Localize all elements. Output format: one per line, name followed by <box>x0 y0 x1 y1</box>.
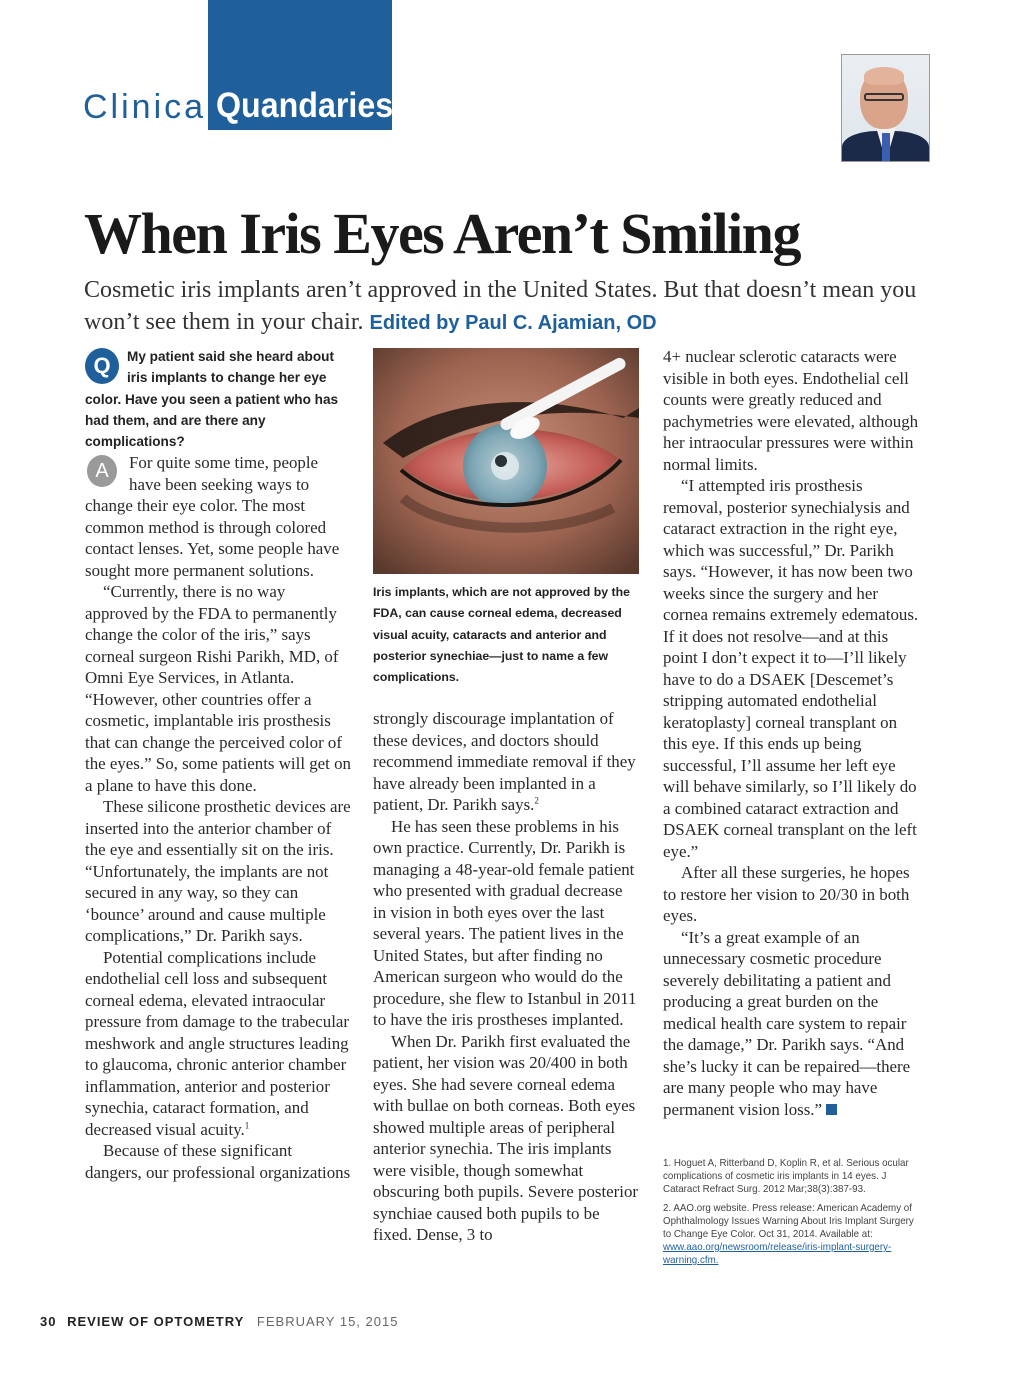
footnote-2-link[interactable]: www.aao.org/newsroom/release/iris-implant-surgery-warning.cfm. <box>663 1242 892 1266</box>
column-1 <box>85 346 351 1183</box>
article-deck <box>84 274 944 339</box>
issue-date: FEBRUARY 15, 2015 <box>256 1314 399 1329</box>
page-footer <box>40 1314 398 1329</box>
body-paragraph: These silicone prosthetic devices are inserted into the anterior chamber of the eye and essentially sit on the iris. “Unfortunately, the implants are not secured in any way, so they can ‘bounce’ around and cause multiple complications,” Dr. Parikh says. <box>85 797 351 946</box>
footnote-ref: 2 <box>534 795 539 806</box>
paragraph-text: Potential complications include endothelial cell loss and subsequent corneal edema, elevated intraocular pressure from damage to the trabecular meshwork and angle structures leading to glaucoma, chronic anterior chamber inflammation, anterior and posterior synechia, cataract formation, and decreased visual acuity. <box>85 947 350 1139</box>
body-paragraph: “I attempted iris prosthesis removal, posterior synechialysis and cataract extraction in the right eye, which was successful,” Dr. Parikh says. “However, it has now been two weeks since the surgery and her cornea remains extremely edematous. If it does not resolve—and at this point I don’t expect it to—I’ll likely have to do a DSAEK [Descemet’s stripping automated endothelial keratoplasty] corneal transplant on this eye. If this ends up being successful, I’ll assume her left eye will behave similarly, so I’ll likely do a combined cataract extraction and DSAEK corneal transplant on the left eye.” <box>663 476 919 861</box>
body-paragraph: When Dr. Parikh first evaluated the patient, her vision was 20/400 in both eyes. She had severe corneal edema with bullae on both corneas. Both eyes showed multiple areas of peripheral anterior synechia. The iris implants were visible, though somewhat obscuring both pupils. Severe posterior synchiae caused both pupils to be fixed. Dense, 3 to <box>373 1031 639 1244</box>
question-text: My patient said she heard about iris implants to change her eye color. Have you seen a patient who has had them, and are there any complications? <box>85 349 339 450</box>
byline: Edited by Paul C. Ajamian, OD <box>369 312 657 334</box>
paragraph-text: “It’s a great example of an unnecessary cosmetic procedure severely debilitating a patient and producing a great burden on the medical health care system to repair the damage,” Dr. Parikh says. “And she’s lucky it can be repaired—there are many people who may have permanent vision loss.” <box>663 927 911 1119</box>
footnote-1: 1. Hoguet A, Ritterband D, Koplin R, et al. Serious ocular complications of cosmetic iris implants in 14 eyes. J Cataract Refract Surg. 2012 Mar;38(3):387-93. <box>663 1158 909 1195</box>
section-label-light: Clinical <box>83 88 217 126</box>
body-paragraph <box>373 708 639 816</box>
body-paragraph: He has seen these problems in his own practice. Currently, Dr. Parikh is managing a 48-year-old female patient who presented with gradual decrease in vision in both eyes over the last several years. The patient lives in the United States, but after finding no American surgeon who would do the procedure, she flew to Istanbul in 2011 to have the iris prostheses implanted. <box>373 816 637 1029</box>
section-label-bold: Quandaries <box>216 86 394 125</box>
body-paragraph <box>85 947 351 1141</box>
paragraph-text: strongly discourage implantation of these devices, and doctors should recommend immediate removal if they have already been implanted in a patient, Dr. Parikh says. <box>373 709 636 814</box>
footnote-2-text: 2. AAO.org website. Press release: American Academy of Ophthalmology Issues Warning About Iris Implant Surgery to Change Eye Color. Oct 31, 2014. Available at: <box>663 1203 914 1240</box>
author-photo <box>841 54 930 162</box>
article-headline: When Iris Eyes Aren’t Smiling <box>84 201 800 266</box>
end-mark-icon <box>826 1104 837 1115</box>
body-paragraph: After all these surgeries, he hopes to restore her vision to 20/30 in both eyes. <box>663 863 910 925</box>
eye-illustration <box>373 348 639 574</box>
footnotes <box>663 1157 922 1273</box>
photo-caption: Iris implants, which are not approved by the FDA, can cause corneal edema, decreased visual acuity, cataracts and anterior and posterior synechiae—just to name a few complications. <box>373 585 630 685</box>
footnote-2 <box>663 1202 922 1267</box>
question-badge-icon: Q <box>85 348 119 384</box>
answer-badge-icon: A <box>87 455 117 487</box>
body-paragraph: 4+ nuclear sclerotic cataracts were visible in both eyes. Endothelial cell counts were greatly reduced and pachymetries were elevated, although her intraocular pressures were within normal limits. <box>663 347 919 474</box>
column-2 <box>373 708 639 1246</box>
column-3 <box>663 346 925 1120</box>
body-paragraph: Because of these significant dangers, our professional organizations <box>85 1141 351 1182</box>
deck-text: Cosmetic iris implants aren’t approved in the United States. But that doesn’t mean you won’t see them in your chair. <box>84 277 917 335</box>
page-number: 30 <box>40 1314 57 1329</box>
body-paragraph <box>663 927 925 1121</box>
answer-paragraph: For quite some time, people have been seeking ways to change their eye color. The most common method is through colored contact lenses. Yet, some people have sought more permanent solutions. <box>85 453 340 580</box>
eye-photo-image <box>373 348 639 574</box>
body-paragraph: “Currently, there is no way approved by the FDA to permanently change the color of the iris,” says corneal surgeon Rishi Parikh, MD, of Omni Eye Services, in Atlanta. “However, other countries offer a cosmetic, implantable iris prosthesis that can change the perceived color of the eyes.” So, some patients will get on a plane to have this done. <box>85 582 351 795</box>
magazine-name: REVIEW OF OPTOMETRY <box>67 1314 245 1329</box>
footnote-ref: 1 <box>244 1120 250 1131</box>
